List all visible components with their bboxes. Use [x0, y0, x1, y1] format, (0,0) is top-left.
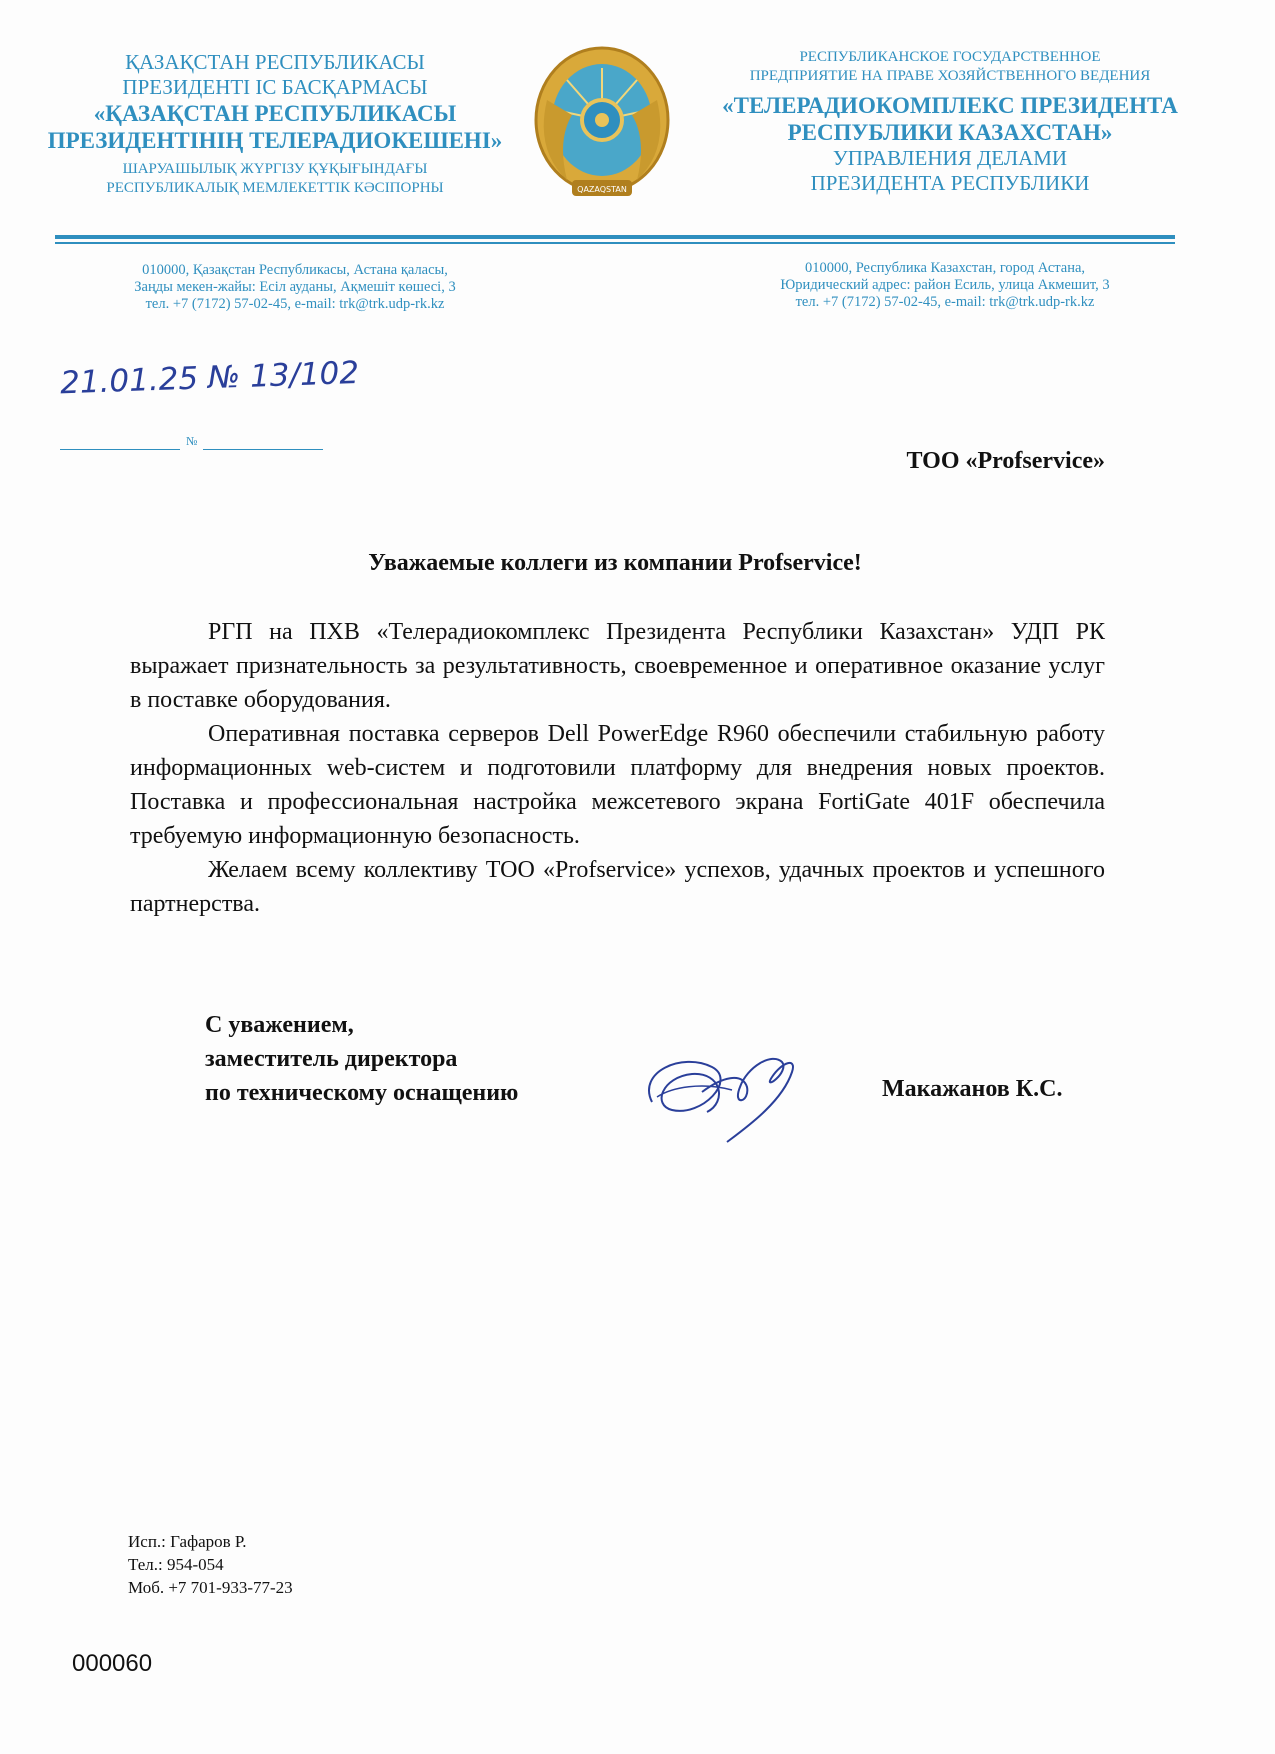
executor-info [128, 1530, 293, 1599]
state-emblem-icon [527, 40, 677, 212]
letterhead-line: ПРЕЗИДЕНТІ ІС БАСҚАРМАСЫ [122, 75, 428, 99]
organization-name-ru: «ТЕЛЕРАДИОКОМПЛЕКС ПРЕЗИДЕНТА [722, 93, 1178, 118]
organization-name-ru: РЕСПУБЛИКИ КАЗАХСТАН» [787, 120, 1113, 145]
address-line: Юридический адрес: район Есиль, улица Акмешит, 3 [780, 277, 1110, 293]
closing-line: С уважением, [205, 1012, 354, 1038]
letterhead-line: ПРЕЗИДЕНТА РЕСПУБЛИКИ [810, 171, 1090, 195]
executor-phone: Тел.: 954-054 [128, 1555, 224, 1574]
address-line: тел. +7 (7172) 57-02-45, e-mail: trk@trk.udp-rk.kz [795, 294, 1095, 310]
registration-line [60, 432, 330, 450]
number-sign: № [186, 434, 198, 448]
letterhead-subline: ПРЕДПРИЯТИЕ НА ПРАВЕ ХОЗЯЙСТВЕННОГО ВЕДЕНИЯ [749, 68, 1151, 84]
executor: Исп.: Гафаров Р. [128, 1532, 247, 1551]
letterhead-line: УПРАВЛЕНИЯ ДЕЛАМИ [832, 146, 1068, 170]
executor-mobile: Моб. +7 701-933-77-23 [128, 1578, 293, 1597]
address-line: 010000, Республика Казахстан, город Астана, [804, 260, 1086, 276]
paragraph: Оперативная поставка серверов Dell PowerEdge R960 обеспечили стабильную работу информационных web-систем и подготовили платформу для внедрения новых проектов. Поставка и профессиональная настройка межсетевого экрана FortiGate 401F обеспечила требуемую информационную безопасность. [130, 721, 1105, 849]
signer-position: по техническому оснащению [205, 1080, 519, 1106]
signer-position: заместитель директора [205, 1046, 458, 1072]
paragraph: РГП на ПХВ «Телерадиокомплекс Президента Республики Казахстан» УДП РК выражает признательность за результативность, своевременное и оперативное оказание услуг в поставке оборудования. [130, 619, 1105, 713]
emblem-text: QAZAQSTAN [577, 185, 627, 194]
address-line: тел. +7 (7172) 57-02-45, e-mail: trk@trk.udp-rk.kz [145, 296, 445, 312]
paragraph: Желаем всему коллективу ТОО «Profservice» успехов, удачных проектов и успешного партнерства. [130, 857, 1105, 917]
address-line: 010000, Қазақстан Республикасы, Астана қаласы, [142, 262, 448, 278]
greeting: Уважаемые коллеги из компании Profservice! [368, 550, 862, 576]
letterhead-russian [700, 48, 1200, 196]
header-divider-thin [55, 242, 1175, 244]
closing [205, 1008, 518, 1110]
date-blank [60, 449, 180, 450]
letter-body [130, 615, 1105, 921]
organization-name-kz: «ҚАЗАҚСТАН РЕСПУБЛИКАСЫ [93, 101, 457, 126]
letterhead-subline: ШАРУАШЫЛЫҚ ЖҮРГІЗУ ҚҰҚЫҒЫНДАҒЫ [122, 161, 428, 177]
letterhead-kazakh [40, 50, 510, 198]
signature-icon [632, 1032, 807, 1150]
signer-name: Макажанов К.С. [882, 1076, 1063, 1102]
address-russian [720, 260, 1170, 311]
address-kazakh [60, 262, 530, 313]
document-number: 000060 [72, 1650, 153, 1677]
letterhead-subline: РЕСПУБЛИКАЛЫҚ МЕМЛЕКЕТТІК КӘСІПОРНЫ [106, 180, 444, 196]
handwritten-registration: 21.01.25 № 13/102 [59, 354, 360, 402]
recipient: ТОО «Profservice» [906, 448, 1105, 474]
organization-name-kz: ПРЕЗИДЕНТІНІҢ ТЕЛЕРАДИОКЕШЕНІ» [47, 128, 503, 153]
number-blank [203, 449, 323, 450]
letterhead-subline: РЕСПУБЛИКАНСКОЕ ГОСУДАРСТВЕННОЕ [799, 49, 1101, 65]
address-line: Заңды мекен-жайы: Есіл ауданы, Ақмешіт көшесі, 3 [134, 279, 456, 295]
letterhead-line: ҚАЗАҚСТАН РЕСПУБЛИКАСЫ [125, 50, 425, 74]
header-divider [55, 235, 1175, 239]
